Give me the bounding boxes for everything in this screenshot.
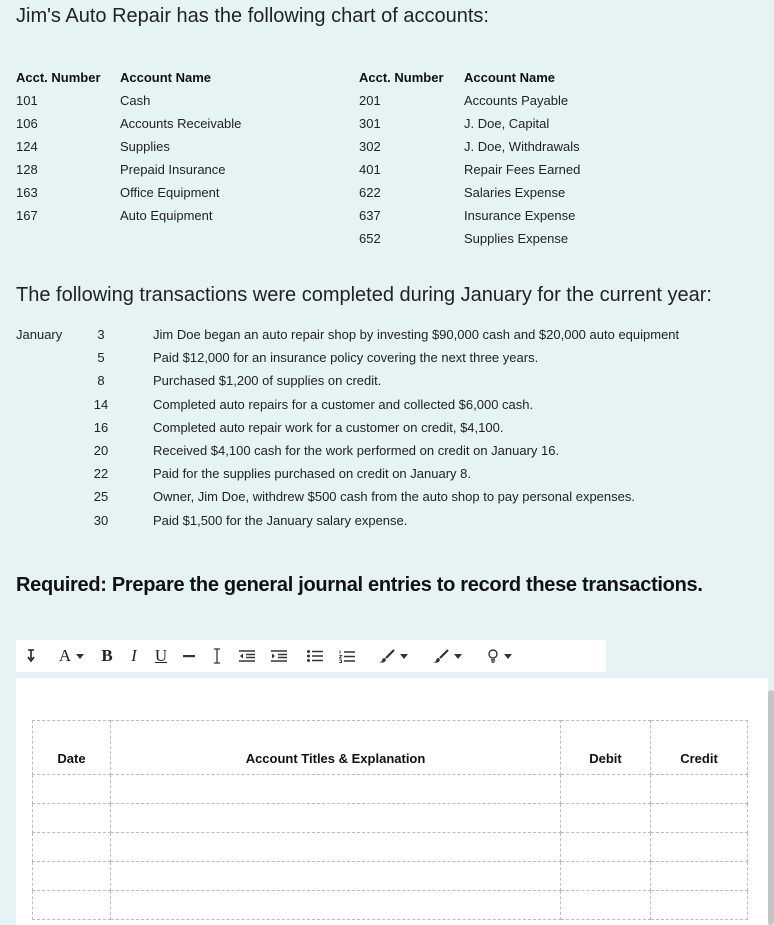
date-cell[interactable] bbox=[33, 891, 111, 920]
italic-button[interactable]: I bbox=[131, 646, 137, 665]
hint-dropdown[interactable] bbox=[482, 642, 518, 670]
account-cell[interactable] bbox=[111, 833, 561, 862]
transaction-day: 8 bbox=[97, 373, 105, 389]
account-row bbox=[16, 89, 346, 112]
account-name: Repair Fees Earned bbox=[464, 162, 581, 177]
date-cell[interactable] bbox=[33, 775, 111, 804]
acct-number-header: Acct. Number bbox=[16, 70, 101, 85]
account-row bbox=[359, 112, 689, 135]
account-row bbox=[16, 204, 346, 227]
credit-cell[interactable] bbox=[651, 775, 748, 804]
transaction-day: 25 bbox=[93, 489, 109, 505]
transaction-row bbox=[16, 462, 766, 485]
account-number: 622 bbox=[359, 185, 381, 200]
account-row bbox=[359, 89, 689, 112]
date-header: Date bbox=[33, 721, 111, 775]
journal-table bbox=[32, 720, 748, 920]
chevron-down-icon bbox=[453, 652, 463, 660]
account-cell[interactable] bbox=[111, 862, 561, 891]
date-cell[interactable] bbox=[33, 862, 111, 891]
account-name: Salaries Expense bbox=[464, 185, 566, 200]
account-name: Supplies Expense bbox=[464, 231, 569, 246]
credit-header: Credit bbox=[651, 721, 748, 775]
horizontal-rule-icon[interactable] bbox=[178, 642, 200, 670]
font-label: A bbox=[58, 646, 72, 665]
account-name: J. Doe, Capital bbox=[464, 116, 550, 131]
transaction-day: 16 bbox=[93, 419, 109, 435]
bullet-list-icon[interactable] bbox=[302, 642, 328, 670]
transaction-row bbox=[16, 323, 766, 346]
transactions-title: The following transactions were completed during January for the current year: bbox=[16, 284, 712, 306]
account-name: Accounts Payable bbox=[464, 93, 569, 108]
transaction-row bbox=[16, 393, 766, 416]
credit-cell[interactable] bbox=[651, 804, 748, 833]
account-number: 652 bbox=[359, 231, 381, 246]
brush-icon bbox=[379, 649, 395, 663]
account-number: 301 bbox=[359, 116, 381, 131]
account-row bbox=[359, 204, 689, 227]
transaction-day: 14 bbox=[93, 396, 109, 412]
transaction-text: Paid $12,000 for an insurance policy covering the next three years. bbox=[153, 350, 539, 366]
transaction-row bbox=[16, 416, 766, 439]
transaction-day: 22 bbox=[93, 466, 109, 482]
transaction-day: 5 bbox=[97, 350, 105, 366]
account-number: 201 bbox=[359, 93, 381, 108]
indent-icon[interactable] bbox=[266, 642, 292, 670]
account-row bbox=[359, 135, 689, 158]
account-name: Auto Equipment bbox=[120, 208, 213, 223]
month-label: January bbox=[16, 327, 63, 342]
account-number: 401 bbox=[359, 162, 381, 177]
required-instruction: Required: Prepare the general journal entries to record these transactions. bbox=[16, 574, 703, 596]
table-row bbox=[33, 862, 748, 891]
account-titles-header: Account Titles & Explanation bbox=[111, 721, 561, 775]
date-cell[interactable] bbox=[33, 804, 111, 833]
transaction-day: 3 bbox=[97, 327, 105, 342]
account-name: Insurance Expense bbox=[464, 208, 576, 223]
transaction-day: 30 bbox=[93, 512, 109, 528]
transaction-row bbox=[16, 346, 766, 369]
text-color-dropdown[interactable] bbox=[374, 642, 414, 670]
account-name: Supplies bbox=[120, 139, 170, 154]
account-number: 124 bbox=[16, 139, 38, 154]
account-cell[interactable] bbox=[111, 891, 561, 920]
transactions-list bbox=[16, 323, 766, 528]
acct-name-header: Account Name bbox=[120, 70, 212, 85]
credit-cell[interactable] bbox=[651, 833, 748, 862]
credit-cell[interactable] bbox=[651, 862, 748, 891]
bold-button[interactable]: B bbox=[101, 646, 113, 665]
transaction-text: Paid $1,500 for the January salary expense. bbox=[153, 512, 408, 528]
account-row bbox=[16, 112, 346, 135]
acct-name-header: Account Name bbox=[464, 70, 556, 85]
account-name: Cash bbox=[120, 93, 151, 108]
paragraph-direction-icon[interactable] bbox=[20, 642, 42, 670]
transaction-text: Completed auto repair work for a customer on credit, $4,100. bbox=[153, 419, 504, 435]
lightbulb-icon bbox=[487, 649, 499, 663]
table-row bbox=[33, 891, 748, 920]
account-name: Office Equipment bbox=[120, 185, 220, 200]
transaction-day: 20 bbox=[93, 442, 109, 458]
debit-header: Debit bbox=[561, 721, 651, 775]
account-cell[interactable] bbox=[111, 775, 561, 804]
page-title: Jim's Auto Repair has the following chart of accounts: bbox=[16, 5, 489, 27]
transaction-text: Jim Doe began an auto repair shop by investing $90,000 cash and $20,000 auto equipment bbox=[153, 327, 680, 342]
account-row bbox=[359, 181, 689, 204]
account-number: 106 bbox=[16, 116, 38, 131]
accounts-right bbox=[359, 66, 689, 246]
account-row bbox=[16, 158, 346, 181]
date-cell[interactable] bbox=[33, 833, 111, 862]
account-number: 128 bbox=[16, 162, 38, 177]
account-name: Accounts Receivable bbox=[120, 116, 242, 131]
debit-cell[interactable] bbox=[561, 804, 651, 833]
account-number: 302 bbox=[359, 139, 381, 154]
accounts-left bbox=[16, 66, 346, 223]
account-number: 167 bbox=[16, 208, 38, 223]
account-number: 101 bbox=[16, 93, 38, 108]
table-row bbox=[33, 804, 748, 833]
chevron-down-icon bbox=[75, 652, 85, 660]
account-row bbox=[16, 135, 346, 158]
debit-cell[interactable] bbox=[561, 833, 651, 862]
chevron-down-icon bbox=[503, 652, 513, 660]
underline-button[interactable]: U bbox=[154, 646, 168, 665]
transaction-text: Paid for the supplies purchased on credit on January 8. bbox=[153, 466, 471, 482]
transaction-text: Received $4,100 cash for the work performed on credit on January 16. bbox=[153, 442, 560, 458]
account-row bbox=[359, 158, 689, 181]
transaction-row bbox=[16, 439, 766, 462]
debit-cell[interactable] bbox=[561, 891, 651, 920]
debit-cell[interactable] bbox=[561, 862, 651, 891]
transaction-text: Purchased $1,200 of supplies on credit. bbox=[153, 373, 382, 389]
transaction-row bbox=[16, 369, 766, 392]
acct-number-header: Acct. Number bbox=[359, 70, 444, 85]
debit-cell[interactable] bbox=[561, 775, 651, 804]
account-row bbox=[16, 181, 346, 204]
table-row bbox=[33, 833, 748, 862]
transaction-text: Completed auto repairs for a customer and collected $6,000 cash. bbox=[153, 396, 534, 412]
brush-icon bbox=[433, 649, 449, 663]
transaction-row bbox=[16, 509, 766, 532]
highlight-color-dropdown[interactable] bbox=[428, 642, 468, 670]
editor-scrollbar[interactable] bbox=[768, 690, 774, 925]
account-number: 163 bbox=[16, 185, 38, 200]
transaction-text: Owner, Jim Doe, withdrew $500 cash from the auto shop to pay personal expenses. bbox=[153, 489, 635, 505]
account-row bbox=[359, 227, 689, 250]
font-size-dropdown[interactable] bbox=[54, 642, 90, 670]
account-name: Prepaid Insurance bbox=[120, 162, 226, 177]
outdent-icon[interactable] bbox=[234, 642, 260, 670]
editor-toolbar bbox=[16, 640, 606, 672]
transaction-row bbox=[16, 485, 766, 508]
text-cursor-icon[interactable] bbox=[206, 642, 228, 670]
numbered-list-icon[interactable] bbox=[334, 642, 360, 670]
table-row bbox=[33, 775, 748, 804]
account-name: J. Doe, Withdrawals bbox=[464, 139, 580, 154]
credit-cell[interactable] bbox=[651, 891, 748, 920]
chevron-down-icon bbox=[399, 652, 409, 660]
account-number: 637 bbox=[359, 208, 381, 223]
account-cell[interactable] bbox=[111, 804, 561, 833]
